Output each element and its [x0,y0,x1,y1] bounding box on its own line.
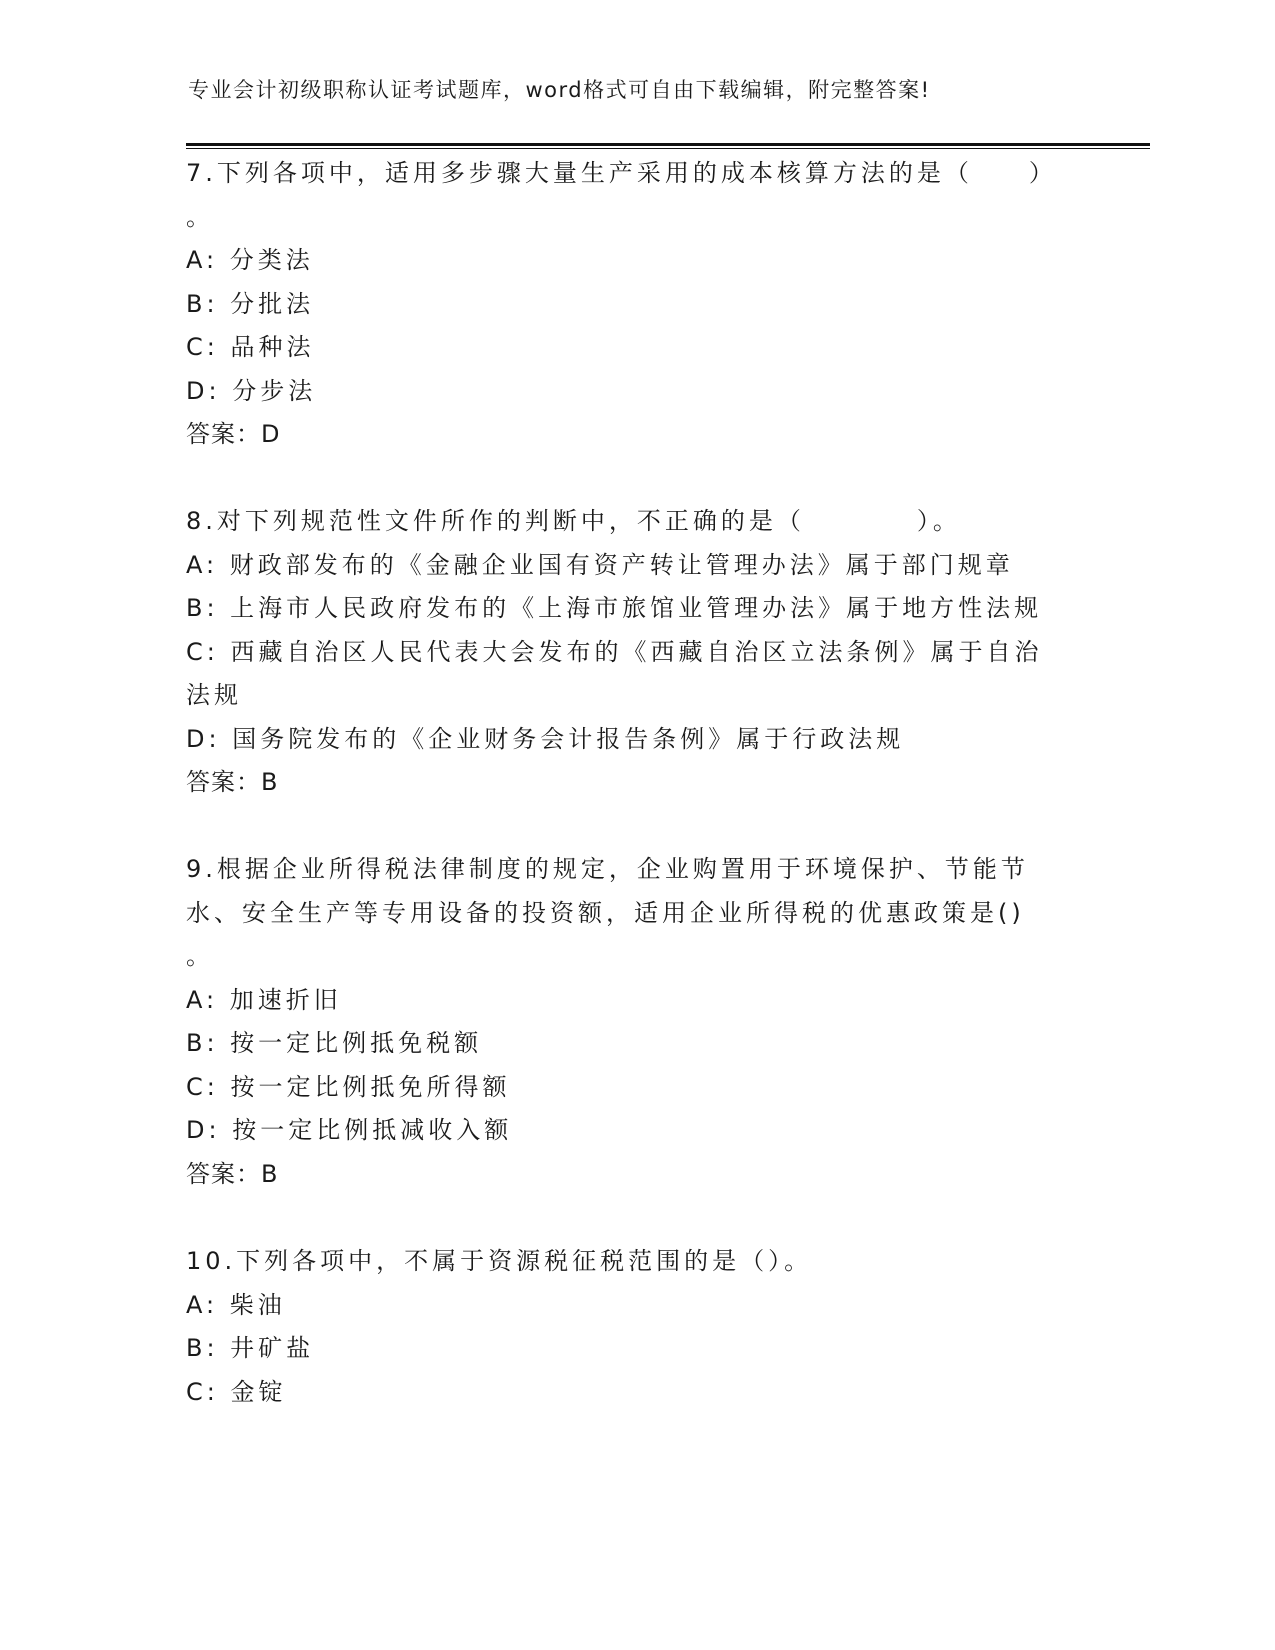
header-title: 专业会计初级职称认证考试题库，word格式可自由下载编辑，附完整答案! [188,78,931,102]
question-9-text: 9.根据企业所得税法律制度的规定，企业购置用于环境保护、节能节 [186,855,1029,883]
question-9-option-a: A: 加速折旧 [186,986,342,1014]
question-8-text: 8.对下列规范性文件所作的判断中，不正确的是（ ）。 [186,507,961,535]
question-7-option-b: B: 分批法 [186,290,315,318]
question-9-option-b: B: 按一定比例抵免税额 [186,1029,483,1057]
question-7-text: 7.下列各项中，适用多步骤大量生产采用的成本核算方法的是（ ） [186,159,1057,187]
question-9-text-end: 。 [186,942,214,970]
question-9-option-d: D: 按一定比例抵减收入额 [186,1116,513,1144]
question-7-text-cont: 。 [186,203,214,231]
question-8-option-b: B: 上海市人民政府发布的《上海市旅馆业管理办法》属于地方性法规 [186,594,1043,622]
question-10-option-a: A: 柴油 [186,1291,286,1319]
question-9-text-cont: 水、安全生产等专用设备的投资额，适用企业所得税的优惠政策是() [186,899,1025,927]
question-10-text: 10.下列各项中，不属于资源税征税范围的是（）。 [186,1247,813,1275]
question-8-option-a: A: 财政部发布的《金融企业国有资产转让管理办法》属于部门规章 [186,551,1014,579]
question-10-option-c: C: 金锭 [186,1378,287,1406]
header-rule-thick [186,143,1150,146]
question-7-option-d: D: 分步法 [186,377,317,405]
question-9-option-c: C: 按一定比例抵免所得额 [186,1073,511,1101]
question-8-answer: 答案：B [186,768,279,796]
question-9-answer: 答案：B [186,1160,279,1188]
question-7-option-c: C: 品种法 [186,333,315,361]
header-rule-thin [186,148,1150,149]
question-8-option-c-cont: 法规 [186,681,242,709]
question-10-option-b: B: 井矿盐 [186,1334,315,1362]
question-8-option-d: D: 国务院发布的《企业财务会计报告条例》属于行政法规 [186,725,905,753]
question-8-option-c: C: 西藏自治区人民代表大会发布的《西藏自治区立法条例》属于自治 [186,638,1043,666]
question-7-option-a: A: 分类法 [186,246,314,274]
question-7-answer: 答案：D [186,420,281,448]
